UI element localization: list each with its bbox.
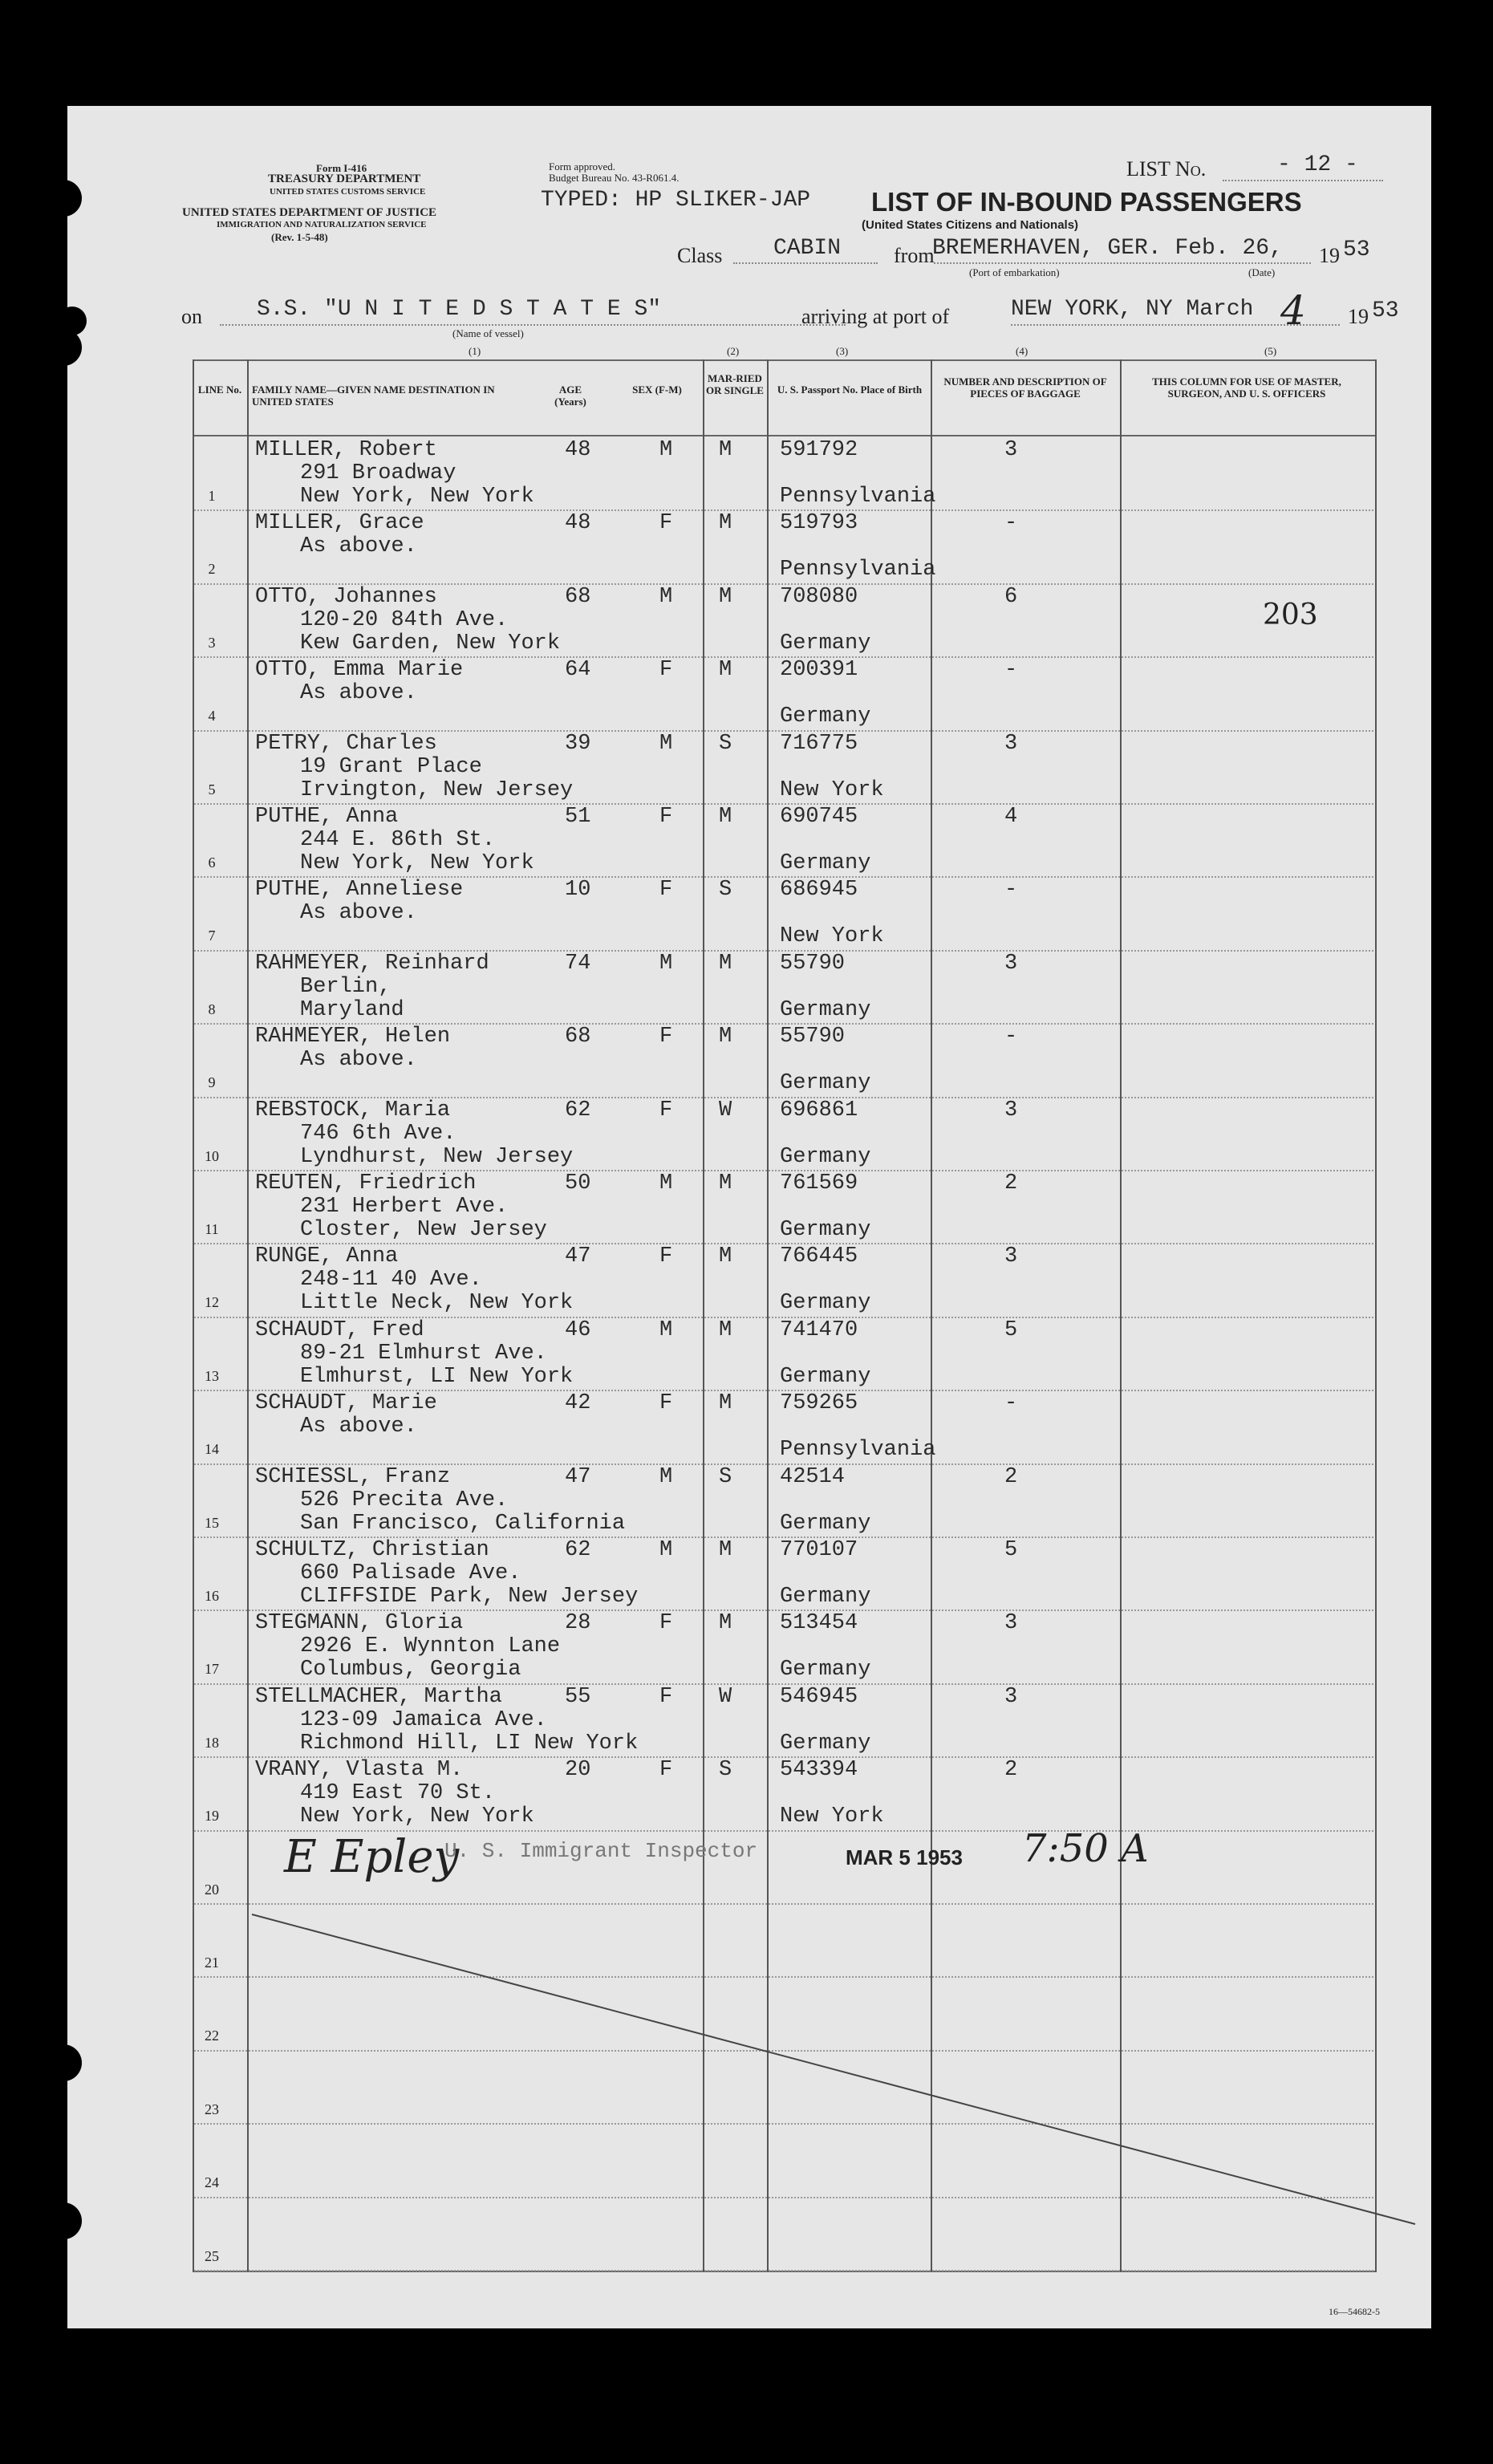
passenger-city: Closter, New Jersey: [300, 1218, 547, 1242]
header-officers: THIS COLUMN FOR USE OF MASTER, SURGEON, AND U. S. OFFICERS: [1152, 375, 1341, 400]
place-of-birth: Germany: [780, 1731, 871, 1756]
baggage-count: 2: [1004, 1464, 1018, 1489]
passenger-sex: F: [659, 1025, 673, 1049]
passenger-age: 46: [565, 1317, 591, 1342]
passenger-address: 746 6th Ave.: [300, 1121, 456, 1146]
line-number: 10: [205, 1147, 219, 1164]
passenger-address: 291 Broadway: [300, 461, 456, 485]
passport-number: 519793: [780, 511, 858, 536]
passenger-age: 68: [565, 1025, 591, 1049]
date-caption: (Date): [1248, 266, 1276, 278]
passenger-city: Little Neck, New York: [300, 1291, 574, 1316]
passenger-sex: M: [659, 1171, 673, 1195]
typed-by: TYPED: HP SLIKER-JAP: [541, 188, 811, 213]
marital-status: M: [719, 1317, 732, 1342]
line-number: 11: [205, 1221, 219, 1237]
line-number: 19: [205, 1808, 219, 1825]
on-label: on: [181, 305, 202, 328]
passport-number: 513454: [780, 1611, 858, 1636]
line-number: 24: [205, 2174, 219, 2191]
place-of-birth: Pennsylvania: [780, 485, 936, 509]
baggage-count: 3: [1004, 1611, 1018, 1636]
line-number: 16: [205, 1588, 219, 1604]
arrival-year-prefix: 19: [1348, 305, 1369, 328]
passenger-sex: M: [659, 1538, 673, 1562]
line-number: 20: [205, 1881, 219, 1898]
arriving-label: arriving at port of: [801, 305, 950, 328]
passenger-name: REUTEN, Friedrich: [255, 1171, 477, 1195]
manifest-page: [67, 106, 1431, 2328]
passenger-address: As above.: [300, 1048, 417, 1073]
passenger-address: 660 Palisade Ave.: [300, 1561, 521, 1585]
passenger-name: RUNGE, Anna: [255, 1244, 399, 1269]
arrival-year: 53: [1372, 298, 1399, 323]
baggage-count: -: [1004, 878, 1018, 903]
from-year-prefix: 19: [1319, 244, 1340, 267]
from-year: 53: [1343, 237, 1370, 262]
passenger-name: OTTO, Johannes: [255, 584, 437, 609]
header-married: MAR-RIED OR SINGLE: [706, 372, 764, 396]
marital-status: M: [719, 658, 732, 683]
passenger-address: 248-11 40 Ave.: [300, 1268, 482, 1293]
header-baggage: NUMBER AND DESCRIPTION OF PIECES OF BAGGAGE: [943, 375, 1107, 400]
line-number: 18: [205, 1734, 219, 1751]
passenger-age: 42: [565, 1391, 591, 1416]
line-number: 12: [205, 1294, 219, 1311]
col-index-5: (5): [1264, 345, 1277, 357]
marital-status: W: [719, 1098, 732, 1122]
baggage-count: 2: [1004, 1758, 1018, 1783]
passenger-age: 39: [565, 731, 591, 756]
passenger-name: STEGMANN, Gloria: [255, 1611, 464, 1636]
baggage-count: -: [1004, 658, 1018, 683]
baggage-count: 3: [1004, 1244, 1018, 1269]
passport-number: 42514: [780, 1464, 846, 1489]
line-number: 7: [208, 928, 216, 944]
line-number: 21: [205, 1955, 219, 1971]
passenger-sex: F: [659, 1098, 673, 1122]
list-subtitle: (United States Citizens and Nationals): [862, 218, 1079, 232]
passenger-age: 51: [565, 805, 591, 829]
passenger-city: CLIFFSIDE Park, New Jersey: [300, 1585, 639, 1609]
passenger-sex: M: [659, 731, 673, 756]
vessel-name: S.S. "U N I T E D S T A T E S": [257, 297, 662, 322]
baggage-count: 2: [1004, 1171, 1018, 1195]
passport-number: 546945: [780, 1684, 858, 1709]
baggage-count: 3: [1004, 438, 1018, 462]
line-number: 22: [205, 2028, 219, 2044]
line-number: 25: [205, 2247, 219, 2264]
place-of-birth: New York: [780, 1804, 884, 1829]
col-index-1: (1): [469, 345, 481, 357]
passenger-age: 20: [565, 1758, 591, 1783]
marital-status: M: [719, 951, 732, 976]
header-line: LINE No.: [197, 384, 242, 396]
treasury-department: TREASURY DEPARTMENT: [268, 173, 421, 185]
line-number: 8: [208, 1001, 216, 1017]
passenger-age: 47: [565, 1464, 591, 1489]
place-of-birth: Germany: [780, 997, 871, 1022]
col-index-2: (2): [727, 345, 740, 357]
passport-number: 55790: [780, 951, 846, 976]
passenger-sex: M: [659, 1464, 673, 1489]
arrival-port: NEW YORK, NY March: [1011, 297, 1254, 322]
passenger-city: Richmond Hill, LI New York: [300, 1731, 639, 1756]
department-of-justice: UNITED STATES DEPARTMENT OF JUSTICE: [182, 206, 437, 219]
passenger-address: As above.: [300, 1415, 417, 1439]
place-of-birth: Germany: [780, 704, 871, 729]
place-of-birth: Germany: [780, 1585, 871, 1609]
place-of-birth: Germany: [780, 1364, 871, 1389]
line-number: 3: [208, 634, 216, 651]
passenger-sex: F: [659, 878, 673, 903]
budget-bureau: Budget Bureau No. 43-R061.4.: [549, 172, 680, 184]
passenger-name: REBSTOCK, Maria: [255, 1098, 451, 1122]
line-number: 15: [205, 1514, 219, 1531]
inspector-signature: E Epley: [284, 1831, 460, 1883]
passenger-address: 120-20 84th Ave.: [300, 607, 509, 632]
place-of-birth: Germany: [780, 1144, 871, 1169]
passenger-sex: F: [659, 1684, 673, 1709]
marital-status: S: [719, 1464, 732, 1489]
place-of-birth: Germany: [780, 1218, 871, 1242]
passenger-city: New York, New York: [300, 485, 534, 509]
line-number: 23: [205, 2101, 219, 2117]
footer-code: 16—54682-5: [1329, 2306, 1380, 2317]
passport-number: 200391: [780, 658, 858, 683]
passenger-age: 68: [565, 584, 591, 609]
header-sex: SEX (F-M): [632, 384, 682, 396]
line-number: 9: [208, 1074, 216, 1091]
place-of-birth: New York: [780, 924, 884, 949]
passenger-name: RAHMEYER, Reinhard: [255, 951, 489, 976]
marital-status: S: [719, 1758, 732, 1783]
marital-status: M: [719, 584, 732, 609]
passport-number: 690745: [780, 805, 858, 829]
arrival-day: 4: [1280, 287, 1306, 334]
place-of-birth: Germany: [780, 631, 871, 656]
passenger-address: As above.: [300, 901, 417, 926]
passenger-city: Lyndhurst, New Jersey: [300, 1144, 574, 1169]
passenger-city: Irvington, New Jersey: [300, 777, 574, 802]
passport-number: 761569: [780, 1171, 858, 1195]
header-passport: U. S. Passport No. Place of Birth: [777, 384, 923, 396]
passenger-address: As above.: [300, 534, 417, 559]
place-of-birth: Germany: [780, 851, 871, 875]
revision: (Rev. 1-5-48): [271, 231, 328, 243]
marital-status: S: [719, 731, 732, 756]
header-name: FAMILY NAME—GIVEN NAME DESTINATION IN UNITED STATES: [252, 384, 495, 408]
baggage-count: -: [1004, 1025, 1018, 1049]
passenger-sex: F: [659, 1758, 673, 1783]
passenger-city: Maryland: [300, 997, 404, 1022]
passport-number: 741470: [780, 1317, 858, 1342]
inspection-time: 7:50 A: [1022, 1826, 1149, 1871]
baggage-count: 4: [1004, 805, 1018, 829]
customs-service: UNITED STATES CUSTOMS SERVICE: [270, 187, 426, 197]
passenger-age: 48: [565, 511, 591, 536]
place-of-birth: Germany: [780, 1291, 871, 1316]
col-index-3: (3): [836, 345, 849, 357]
place-of-birth: Germany: [780, 1071, 871, 1096]
passenger-age: 48: [565, 438, 591, 462]
passenger-age: 64: [565, 658, 591, 683]
cancel-strike-line: [67, 106, 1431, 2328]
passenger-city: Kew Garden, New York: [300, 631, 561, 656]
passenger-address: 89-21 Elmhurst Ave.: [300, 1341, 547, 1366]
passenger-sex: F: [659, 1611, 673, 1636]
passenger-name: VRANY, Vlasta M.: [255, 1758, 464, 1783]
class-value: CABIN: [773, 236, 842, 261]
passenger-sex: F: [659, 658, 673, 683]
form-number: Form I-416: [316, 162, 367, 174]
passenger-age: 50: [565, 1171, 591, 1195]
passenger-name: STELLMACHER, Martha: [255, 1684, 502, 1709]
passenger-address: 123-09 Jamaica Ave.: [300, 1707, 547, 1732]
marital-status: S: [719, 878, 732, 903]
line-number: 14: [205, 1441, 219, 1458]
line-number: 4: [208, 708, 216, 725]
passenger-name: PUTHE, Anneliese: [255, 878, 464, 903]
baggage-count: 6: [1004, 584, 1018, 609]
place-of-birth: Germany: [780, 1511, 871, 1536]
passenger-age: 74: [565, 951, 591, 976]
class-label: Class: [677, 244, 723, 267]
marital-status: M: [719, 438, 732, 462]
passport-number: 766445: [780, 1244, 858, 1269]
list-number: - 12 -: [1277, 152, 1358, 177]
marital-status: M: [719, 1391, 732, 1416]
list-no-label: LIST No.: [1126, 157, 1207, 181]
passenger-name: MILLER, Robert: [255, 438, 437, 462]
passport-number: 686945: [780, 878, 858, 903]
passenger-name: SCHAUDT, Marie: [255, 1391, 437, 1416]
passenger-sex: F: [659, 1244, 673, 1269]
list-title: LIST OF IN-BOUND PASSENGERS: [871, 187, 1302, 217]
passenger-name: OTTO, Emma Marie: [255, 658, 464, 683]
baggage-count: 5: [1004, 1538, 1018, 1562]
passport-number: 716775: [780, 731, 858, 756]
line-number: 13: [205, 1367, 219, 1384]
passenger-sex: F: [659, 1391, 673, 1416]
passenger-age: 10: [565, 878, 591, 903]
header-age: AGE (Years): [554, 384, 586, 408]
passenger-age: 55: [565, 1684, 591, 1709]
line-number: 5: [208, 781, 216, 798]
inspector-label: U. S. Immigrant Inspector: [444, 1839, 758, 1863]
passenger-address: 244 E. 86th St.: [300, 828, 496, 852]
passenger-city: Columbus, Georgia: [300, 1658, 521, 1683]
passenger-address: 419 East 70 St.: [300, 1781, 496, 1806]
baggage-count: 3: [1004, 1684, 1018, 1709]
passport-number: 55790: [780, 1025, 846, 1049]
officer-note: 203: [1263, 599, 1318, 631]
place-of-birth: Germany: [780, 1658, 871, 1683]
passenger-address: 19 Grant Place: [300, 754, 482, 779]
line-number: 17: [205, 1661, 219, 1678]
baggage-count: 3: [1004, 731, 1018, 756]
marital-status: M: [719, 511, 732, 536]
baggage-count: -: [1004, 1391, 1018, 1416]
passenger-age: 28: [565, 1611, 591, 1636]
marital-status: M: [719, 1538, 732, 1562]
passenger-name: PETRY, Charles: [255, 731, 437, 756]
place-of-birth: Pennsylvania: [780, 558, 936, 583]
from-value: BREMERHAVEN, GER. Feb. 26,: [932, 236, 1283, 261]
marital-status: M: [719, 1171, 732, 1195]
col-index-4: (4): [1016, 345, 1028, 357]
passenger-name: MILLER, Grace: [255, 511, 424, 536]
passport-number: 591792: [780, 438, 858, 462]
marital-status: M: [719, 1025, 732, 1049]
vessel-caption: (Name of vessel): [452, 327, 524, 339]
form-approved: Form approved.: [549, 160, 616, 173]
passport-number: 543394: [780, 1758, 858, 1783]
marital-status: W: [719, 1684, 732, 1709]
marital-status: M: [719, 1611, 732, 1636]
line-number: 1: [208, 488, 216, 504]
passenger-name: RAHMEYER, Helen: [255, 1025, 451, 1049]
passport-number: 696861: [780, 1098, 858, 1122]
passenger-sex: M: [659, 438, 673, 462]
place-of-birth: Pennsylvania: [780, 1438, 936, 1463]
passenger-city: San Francisco, California: [300, 1511, 626, 1536]
passenger-sex: M: [659, 951, 673, 976]
passport-number: 759265: [780, 1391, 858, 1416]
baggage-count: 3: [1004, 951, 1018, 976]
passenger-age: 62: [565, 1098, 591, 1122]
ins-label: IMMIGRATION AND NATURALIZATION SERVICE: [217, 220, 427, 229]
passenger-age: 47: [565, 1244, 591, 1269]
marital-status: M: [719, 805, 732, 829]
passenger-address: 2926 E. Wynnton Lane: [300, 1634, 561, 1659]
passport-number: 770107: [780, 1538, 858, 1562]
passenger-sex: M: [659, 584, 673, 609]
line-number: 2: [208, 561, 216, 578]
passenger-name: PUTHE, Anna: [255, 805, 399, 829]
passport-number: 708080: [780, 584, 858, 609]
passenger-address: As above.: [300, 681, 417, 706]
passenger-city: New York, New York: [300, 851, 534, 875]
passenger-address: 526 Precita Ave.: [300, 1488, 509, 1512]
baggage-count: 3: [1004, 1098, 1018, 1122]
from-label: from: [894, 244, 935, 267]
passenger-name: SCHIESSL, Franz: [255, 1464, 451, 1489]
inspector-stamp-date: MAR 5 1953: [846, 1845, 963, 1869]
baggage-count: 5: [1004, 1317, 1018, 1342]
line-number: 6: [208, 854, 216, 871]
passenger-address: 231 Herbert Ave.: [300, 1195, 509, 1219]
port-of-embarkation-caption: (Port of embarkation): [969, 266, 1060, 278]
passenger-age: 62: [565, 1538, 591, 1562]
passenger-sex: F: [659, 805, 673, 829]
passenger-name: SCHAUDT, Fred: [255, 1317, 424, 1342]
passenger-sex: M: [659, 1317, 673, 1342]
passenger-city: Elmhurst, LI New York: [300, 1364, 574, 1389]
passenger-city: New York, New York: [300, 1804, 534, 1829]
passenger-sex: F: [659, 511, 673, 536]
baggage-count: -: [1004, 511, 1018, 536]
place-of-birth: New York: [780, 777, 884, 802]
passenger-address: Berlin,: [300, 974, 392, 999]
passenger-name: SCHULTZ, Christian: [255, 1538, 489, 1562]
marital-status: M: [719, 1244, 732, 1269]
